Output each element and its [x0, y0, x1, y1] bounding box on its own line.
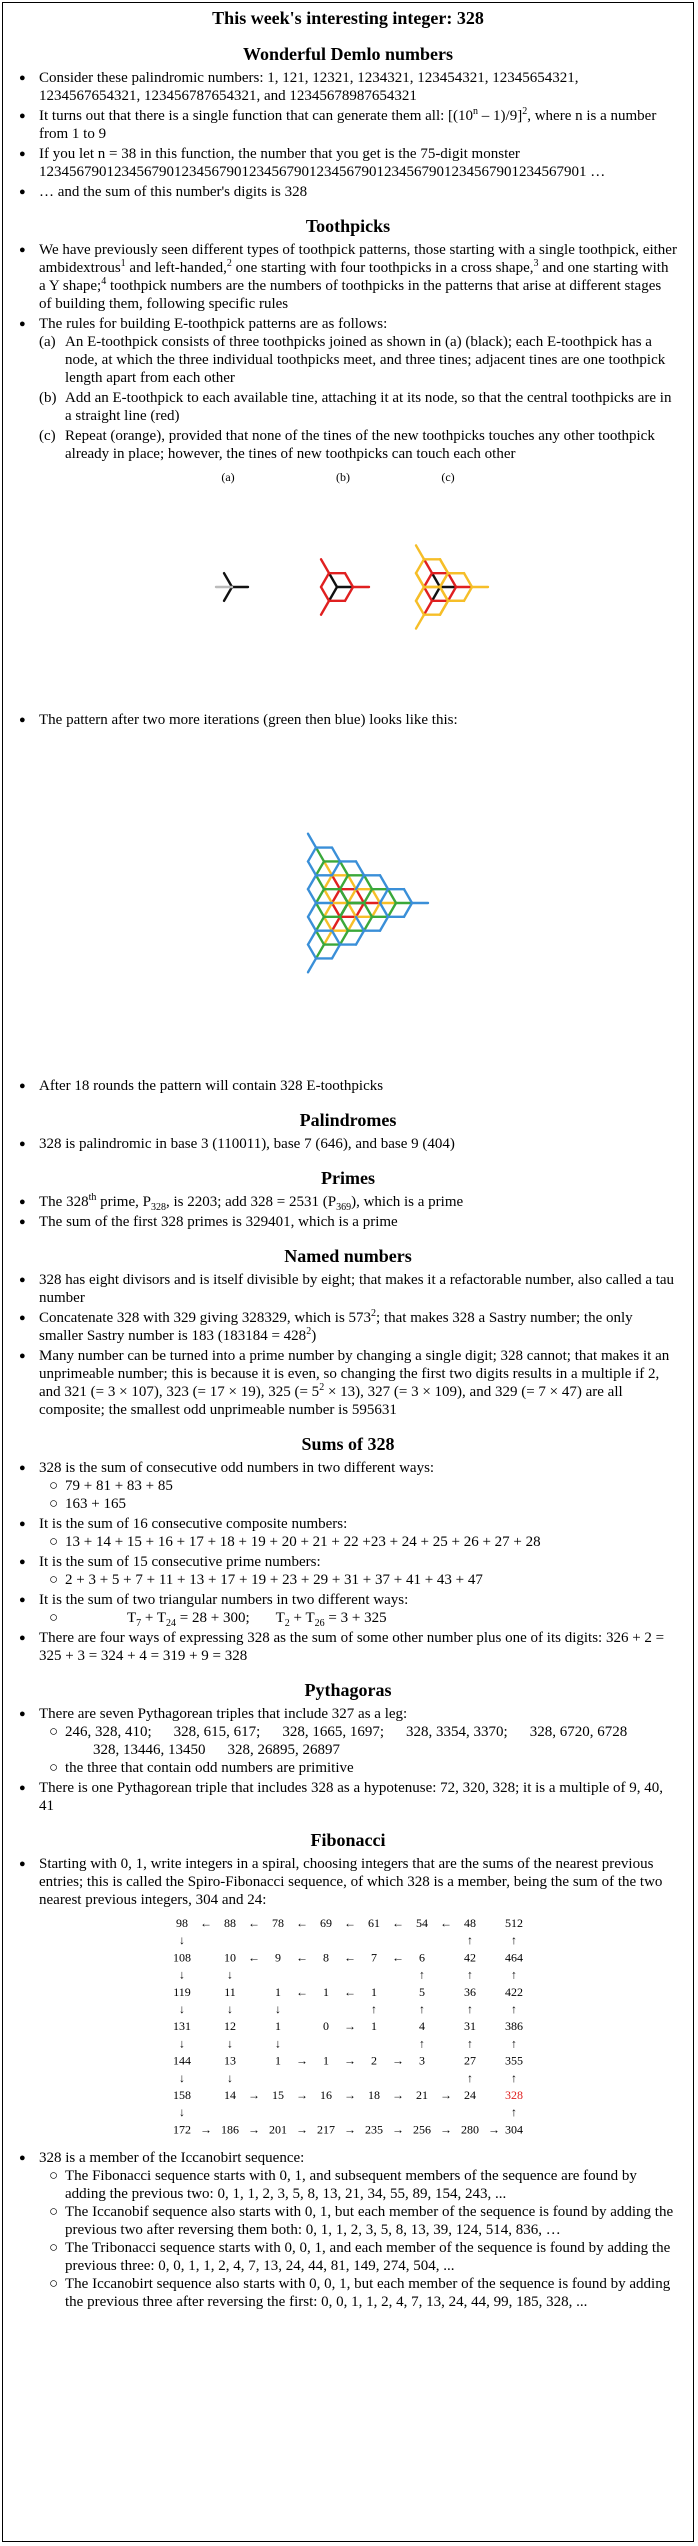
e-toothpick-segment [332, 861, 340, 875]
toothpicks-item: ● We have previously seen different types of toothpick patterns, those starting with a single toothpick, either ambidextrous$^1$ and left-handed,$^2$ one starting with four toothpicks in a cross shape,$^3$ and one starting with a Y shape;$^4$ toothpick numbers are the numbers of toothpicks in the patterns that arise at different stages of building them, following specific rules [19, 241, 677, 313]
e-toothpick-segment [404, 889, 412, 903]
e-toothpick-segment [356, 889, 364, 903]
e-toothpick-segment [348, 903, 356, 917]
spiral-cell: → [344, 2088, 356, 2102]
spiral-cell: ↓ [179, 1933, 185, 1948]
e-toothpick-segment [324, 875, 332, 889]
spiral-cell: 1 [275, 2019, 281, 2034]
sequence-note: ○ The Tribonacci sequence starts with 0, 0, 1, and each member of the sequence is found by adding the previous three: 0, 0, 1, 1, 2, 4, 7, 13, 24, 44, 81, 149, 274, 504, ... [49, 2239, 677, 2275]
spiral-cell: 119 [173, 1984, 191, 1999]
e-toothpick-segment [321, 601, 329, 615]
e-toothpick-segment [380, 889, 388, 903]
e-toothpick-segment [316, 889, 324, 903]
spiral-cell: 24 [464, 2088, 476, 2102]
spiral-cell: 13 [224, 2053, 236, 2068]
e-toothpick-segment [364, 917, 372, 931]
e-toothpick-segment [404, 903, 412, 917]
e-toothpick-segment [356, 875, 364, 889]
spiral-cell: ↑ [467, 1933, 473, 1948]
e-toothpick-segment [308, 848, 316, 862]
e-toothpick-segment [340, 889, 348, 903]
pythagoras-heading: Pythagoras [304, 1680, 392, 1700]
e-toothpick-segment [380, 875, 388, 889]
e-toothpick-segment [464, 587, 472, 601]
spiral-cell: ← [440, 1916, 452, 1930]
spiral-cell: 186 [221, 2122, 239, 2137]
spiral-cell: ← [344, 1950, 356, 1965]
spiral-cell: 280 [461, 2122, 479, 2137]
e-toothpick-segment [364, 889, 372, 903]
spiral-cell: 98 [176, 1916, 188, 1930]
spiral-cell: ↓ [227, 2036, 233, 2051]
demlo-item: ● If you let n = 38 in this function, the number that you get is the 75-digit monster 1234567901234567901234567901234567901234567901234567901234567901234567901 … [19, 145, 677, 181]
spiral-cell: → [248, 2122, 260, 2137]
e-toothpick-segment [316, 917, 324, 931]
rule-item: (b) Add an E-toothpick to each available tine, attaching it at its node, so that the central toothpicks are in a straight line (red) [39, 390, 672, 424]
e-toothpick-segment [424, 559, 432, 573]
e-toothpick-segment [424, 587, 432, 601]
e-toothpick-segment [432, 573, 440, 587]
spiral-cell: ↑ [467, 2070, 473, 2085]
e-toothpick-segment [332, 903, 340, 917]
spiral-cell: 304 [505, 2122, 523, 2137]
e-toothpick-segment [372, 889, 380, 903]
spiral-cell: ↑ [419, 2002, 425, 2016]
e-toothpick-segment [340, 875, 348, 889]
primes-heading: Primes [321, 1168, 375, 1188]
demlo-heading: Wonderful Demlo numbers [242, 44, 453, 64]
e-toothpick-segment [224, 573, 232, 587]
demlo-item: ● It turns out that there is a single function that can generate them all: [(10$^n$ – 1)/9]$^2$, where n is a number from 1 to 9 [19, 107, 677, 143]
spiral-cell: 15 [272, 2088, 284, 2102]
e-toothpick-segment [340, 931, 348, 945]
e-toothpick-segment [348, 875, 356, 889]
named-item: ● Concatenate 328 with 329 giving 328329, which is $573^2$; that makes 328 a Sastry number; the only smaller Sastry number is 183 $(183184 = 428^2)$ [19, 1309, 677, 1345]
spiral-cell: ↑ [467, 2002, 473, 2016]
e-toothpick-segment [321, 573, 329, 587]
e-toothpick-segment [416, 587, 424, 601]
triple: 328, 26895, 26897 [227, 1742, 340, 1758]
document-page [2, 2, 694, 2542]
spiral-cell: 386 [505, 2019, 523, 2034]
spiral-cell: ↑ [419, 1967, 425, 1982]
e-toothpick-segment [329, 573, 337, 587]
spiral-cell: ↓ [179, 2105, 185, 2120]
e-toothpick-segment [316, 931, 324, 945]
e-toothpick-segment [332, 875, 340, 889]
e-toothpick-segment [348, 889, 356, 903]
spiral-cell: → [200, 2122, 212, 2137]
sum-line: ○ 163 + 165 [49, 1495, 677, 1513]
e-toothpick-segment [308, 945, 316, 959]
spiral-cell: 144 [173, 2053, 191, 2068]
e-toothpick-segment [416, 615, 424, 629]
palindromes-heading: Palindromes [299, 1110, 397, 1130]
spiral-cell: ← [344, 1984, 356, 1999]
spiral-cell: → [392, 2088, 404, 2102]
toothpicks-heading: Toothpicks [305, 216, 391, 236]
spiral-cell: 78 [272, 1916, 284, 1930]
spiral-cell: → [248, 2088, 260, 2102]
spiral-cell: 5 [419, 1984, 425, 1999]
fibonacci-heading: Fibonacci [310, 1830, 386, 1850]
spiral-cell: → [344, 2053, 356, 2068]
spiral-cell: 131 [173, 2019, 191, 2034]
spiral-cell: 235 [365, 2122, 383, 2137]
sums-item: ● It is the sum of 15 consecutive prime numbers: ○ 2 + 3 + 5 + 7 + 11 + 13 + 17 + 19 + 23 + 29 + 31 + 37 + 41 + 43 + 47 [19, 1553, 677, 1589]
pythagoras-item: ● There is one Pythagorean triple that includes 328 as a hypotenuse: 72, 320, 328; it is a multiple of 9, 40, 41 [19, 1779, 677, 1815]
e-toothpick-segment [308, 931, 316, 945]
spiral-cell: 201 [269, 2122, 287, 2137]
spiral-cell: → [296, 2122, 308, 2137]
e-toothpick-segment [356, 917, 364, 931]
spiral-cell: 217 [317, 2122, 335, 2137]
e-toothpick-segment [464, 573, 472, 587]
e-toothpick-segment [308, 875, 316, 889]
spiral-cell: ← [296, 1984, 308, 1999]
triple: 328, 6720, 6728 [529, 1724, 628, 1740]
toothpicks-item: ● The pattern after two more iterations (green then blue) looks like this: [19, 711, 677, 729]
e-toothpick-segment [308, 903, 316, 917]
figure-label: (b) [336, 470, 350, 484]
spiral-cell: 88 [224, 1916, 236, 1930]
spiral-cell: 1 [275, 1984, 281, 1999]
sums-item: ● It is the sum of 16 consecutive composite numbers: ○ 13 + 14 + 15 + 16 + 17 + 18 + 19 + 20 + 21 + 22 +23 + 24 + 25 + 26 + 27 + 28 [19, 1515, 677, 1551]
sums-item: ● It is the sum of two triangular numbers in two different ways: ○ $T_7 + T_{24} = 28 + 300$; $T_2 + T_{26} = 3 + 325$ [19, 1591, 677, 1627]
e-toothpick-segment [345, 573, 353, 587]
spiral-cell: 42 [464, 1950, 476, 1965]
spiral-cell: 1 [323, 1984, 329, 1999]
named-heading: Named numbers [284, 1246, 412, 1266]
e-toothpick-segment [316, 903, 324, 917]
e-toothpick-segment [224, 587, 232, 601]
e-toothpick-segment [372, 903, 380, 917]
e-toothpick-segment [388, 889, 396, 903]
spiral-cell: 1 [371, 2019, 377, 2034]
e-toothpick-segment [448, 573, 456, 587]
rule-item: (c) Repeat (orange), provided that none of the tines of the new toothpicks touches any other toothpick already in place; however, the tines of new toothpicks can touch each other [39, 428, 655, 462]
e-toothpick-segment [440, 573, 448, 587]
spiro-fibonacci-spiral [168, 1913, 528, 2145]
e-toothpick-segment [416, 545, 424, 559]
spiral-cell: → [392, 2053, 404, 2068]
spiral-cell: 14 [224, 2088, 236, 2102]
spiral-cell: ↑ [467, 2036, 473, 2051]
spiral-cell: 61 [368, 1916, 380, 1930]
spiral-cell: → [392, 2122, 404, 2137]
sum-line: ○ 2 + 3 + 5 + 7 + 11 + 13 + 17 + 19 + 23 + 29 + 31 + 37 + 41 + 43 + 47 [49, 1571, 677, 1589]
page-title: This week's interesting integer: 328 [212, 8, 484, 28]
primes-item: ● The sum of the first 328 primes is 329401, which is a prime [19, 1213, 677, 1231]
e-toothpick-segment [380, 917, 388, 931]
sequence-note: ○ The Iccanobirt sequence also starts with 0, 0, 1, but each member of the sequence is found by adding the previous three after reversing the first: 0, 0, 1, 1, 2, 4, 7, 13, 24, 44, 99, 185, 328, ... [49, 2275, 677, 2311]
spiral-cell: 18 [368, 2088, 380, 2102]
spiral-cell: 2 [371, 2053, 377, 2068]
sum-line: ○ 13 + 14 + 15 + 16 + 17 + 18 + 19 + 20 + 21 + 22 +23 + 24 + 25 + 26 + 27 + 28 [49, 1533, 677, 1551]
toothpicks-item: ● The rules for building E-toothpick patterns are as follows: (a) An E-toothpick consists of three toothpicks joined as shown in (a) (black); each E-toothpick has a node, at which the three individual toothpicks meet, and three tines; adjacent tines are one toothpick length apart from each other (b) Add an E-toothpick to each available tine, attaching it at its node, so that the central toothpicks are in a straight line (red) (c) Repeat (orange), provided that none of the tines of the new toothpicks touches any other toothpick already in place; however, the tines of new toothpicks can touch each other [19, 315, 677, 463]
pythagoras-item: ● There are seven Pythagorean triples that include 327 as a leg: ○ 246, 328, 410; 328, 615, 617; 328, 1665, 1697; 328, 3354, 3370; 328, 6720, 6728 328, 13446, 13450 328, 26895, 26897 ○ the three that contain odd numbers are primitive [19, 1705, 677, 1777]
e-toothpick-segment [316, 875, 324, 889]
spiral-cell: ↑ [467, 1967, 473, 1982]
spiral-cell: ← [392, 1916, 404, 1930]
spiral-cell: → [440, 2088, 452, 2102]
named-item: ● Many number can be turned into a prime number by changing a single digit; 328 cannot; that makes it an unprimeable number; this is because it is even, so changing the first two digits results in a multiple if 2, and 321 (= 3 × 107), 323 (= 17 × 19), 325 (= $5^2 \times 13$), 327 (= 3 × 109), and 329 (= 7 × 47) are all composite; the smallest odd unprimeable number is 595631 [19, 1347, 677, 1419]
spiral-cell: 256 [413, 2122, 431, 2137]
e-toothpick-segment [440, 601, 448, 615]
etoothpick-pattern-figure [198, 733, 498, 1073]
spiral-cell: ← [248, 1950, 260, 1965]
monster-number: 1234567901234567901234567901234567901234567901234567901234567901234567901 … [39, 164, 606, 180]
fibonacci-item: ● Starting with 0, 1, write integers in a spiral, choosing integers that are the sums of the nearest previous entries; this is called the Spiro-Fibonacci sequence, of which 328 is a member, being the sum of the two nearest previous integers, 304 and 24: [19, 1855, 677, 1909]
spiral-cell: ↑ [371, 2002, 377, 2016]
spiral-cell: → [440, 2122, 452, 2137]
spiral-cell: 1 [275, 2053, 281, 2068]
demlo-item: ● Consider these palindromic numbers: 1, 121, 12321, 1234321, 123454321, 12345654321, 1234567654321, 123456787654321, and 12345678987654321 [19, 69, 677, 105]
triple: 328, 13446, 13450 [93, 1742, 206, 1758]
triples-list [49, 1723, 677, 1759]
spiral-cell: 16 [320, 2088, 332, 2102]
e-toothpick-segment [308, 861, 316, 875]
spiral-value-328: 328 [505, 2088, 523, 2102]
spiral-cell: 69 [320, 1916, 332, 1930]
e-toothpick-segment [356, 931, 364, 945]
spiral-cell: ↓ [179, 2002, 185, 2016]
etoothpick-rules-figure [158, 467, 538, 707]
e-toothpick-segment [340, 861, 348, 875]
spiral-cell: ← [296, 1916, 308, 1930]
spiral-cell: 464 [505, 1950, 523, 1965]
sequence-note: ○ The Iccanobif sequence also starts with 0, 1, but each member of the sequence is found by adding the previous two after reversing them both: 0, 1, 1, 2, 3, 5, 8, 13, 39, 124, 514, 836, … [49, 2203, 677, 2239]
spiral-cell: ← [296, 1950, 308, 1965]
e-toothpick-segment [356, 861, 364, 875]
spiral-cell: 1 [371, 1984, 377, 1999]
e-toothpick-segment [332, 917, 340, 931]
e-toothpick-segment [424, 601, 432, 615]
spiral-cell: 10 [224, 1950, 236, 1965]
e-toothpick-segment [308, 834, 316, 848]
e-toothpick-segment [416, 601, 424, 615]
spiral-cell: → [296, 2053, 308, 2068]
e-toothpick-segment [364, 903, 372, 917]
spiral-cell: ↓ [179, 1967, 185, 1982]
e-toothpick-segment [356, 903, 364, 917]
palindromes-item: ● 328 is palindromic in base 3 (110011), base 7 (646), and base 9 (404) [19, 1135, 677, 1153]
triple: 328, 1665, 1697; [282, 1724, 385, 1740]
e-toothpick-segment [324, 931, 332, 945]
e-toothpick-segment [321, 587, 329, 601]
e-toothpick-segment [448, 587, 456, 601]
sums-item: ● There are four ways of expressing 328 as the sum of some other number plus one of its digits: 326 + 2 = 325 + 3 = 324 + 4 = 319 + 9 = 328 [19, 1629, 677, 1665]
e-toothpick-segment [340, 917, 348, 931]
spiral-cell: 9 [275, 1950, 281, 1965]
e-toothpick-segment [308, 889, 316, 903]
spiral-cell: 54 [416, 1916, 428, 1930]
triple: ○ 246, 328, 410; [65, 1724, 152, 1740]
spiral-cell: ↑ [511, 2036, 517, 2051]
named-item: ● 328 has eight divisors and is itself divisible by eight; that makes it a refactorable number, also called a tau number [19, 1271, 677, 1307]
figure-label: (a) [221, 470, 235, 484]
spiral-cell: 48 [464, 1916, 476, 1930]
sum-line: ○ 79 + 81 + 83 + 85 [49, 1477, 677, 1495]
toothpicks-list [19, 241, 677, 463]
e-toothpick-segment [340, 903, 348, 917]
e-toothpick-segment [345, 587, 353, 601]
sums-item: ● 328 is the sum of consecutive odd numbers in two different ways: ○ 79 + 81 + 83 + 85 ○ 163 + 165 [19, 1459, 677, 1513]
spiral-cell: 6 [419, 1950, 425, 1965]
spiral-cell: ↓ [179, 2036, 185, 2051]
spiral-cell: ↑ [511, 1967, 517, 1982]
e-toothpick-segment [308, 958, 316, 972]
e-toothpick-segment [332, 889, 340, 903]
spiral-cell: ↓ [275, 2002, 281, 2016]
spiral-cell: ↑ [511, 1933, 517, 1948]
rule-item: (a) An E-toothpick consists of three toothpicks joined as shown in (a) (black); each E-toothpick has a node, at which the three individual toothpicks meet, and three tines; adjacent tines are one toothpick length apart from each other [39, 334, 666, 386]
spiral-cell: ↓ [227, 2002, 233, 2016]
triples-note: ○ the three that contain odd numbers are primitive [49, 1759, 677, 1777]
spiral-cell: 158 [173, 2088, 191, 2102]
figure-label: (c) [441, 470, 455, 484]
demlo-item: ● … and the sum of this number's digits is 328 [19, 183, 677, 201]
spiral-cell: ← [248, 1916, 260, 1930]
spiral-cell: → [488, 2122, 500, 2137]
rules-list [39, 333, 677, 463]
e-toothpick-segment [332, 848, 340, 862]
toothpicks-item: ● After 18 rounds the pattern will contain 328 E-toothpicks [19, 1077, 677, 1095]
e-toothpick-segment [316, 861, 324, 875]
spiral-cell: 36 [464, 1984, 476, 1999]
e-toothpick-segment [416, 573, 424, 587]
sequence-note: ○ The Fibonacci sequence starts with 0, 1, and subsequent members of the sequence are found by adding the previous two: 0, 1, 1, 2, 3, 5, 8, 13, 21, 34, 55, 89, 154, 243, ... [49, 2167, 677, 2203]
spiral-cell: 512 [505, 1916, 523, 1930]
e-toothpick-segment [440, 559, 448, 573]
spiral-cell: ↓ [227, 1967, 233, 1982]
spiral-cell: 4 [419, 2019, 425, 2034]
spiral-cell: ↓ [275, 2036, 281, 2051]
e-toothpick-segment [348, 917, 356, 931]
e-toothpick-segment [380, 903, 388, 917]
spiral-cell: 11 [224, 1984, 236, 1999]
spiral-cell: → [344, 2019, 356, 2034]
e-toothpick-segment [308, 917, 316, 931]
spiral-cell: → [296, 2088, 308, 2102]
spiral-cell: 355 [505, 2053, 523, 2068]
e-toothpick-segment [329, 587, 337, 601]
spiral-cell: 422 [505, 1984, 523, 1999]
e-toothpick-segment [321, 559, 329, 573]
e-toothpick-segment [316, 848, 324, 862]
e-toothpick-segment [388, 903, 396, 917]
e-toothpick-segment [324, 917, 332, 931]
spiral-cell: 172 [173, 2122, 191, 2137]
spiral-cell: 21 [416, 2088, 428, 2102]
spiral-cell: ↑ [511, 2105, 517, 2120]
e-toothpick-segment [440, 587, 448, 601]
spiral-cell: ↓ [227, 2070, 233, 2085]
e-toothpick-segment [332, 945, 340, 959]
spiral-cell: 0 [323, 2019, 329, 2034]
spiral-cell: ← [344, 1916, 356, 1930]
spiral-cell: ↑ [511, 2002, 517, 2016]
triple: 328, 615, 617; [173, 1724, 261, 1740]
spiral-cell: 1 [323, 2053, 329, 2068]
spiral-cell: ← [392, 1950, 404, 1965]
e-toothpick-segment [332, 931, 340, 945]
sums-heading: Sums of 328 [301, 1434, 395, 1454]
spiral-cell: 12 [224, 2019, 236, 2034]
spiral-cell: ↓ [179, 2070, 185, 2085]
spiral-cell: 108 [173, 1950, 191, 1965]
e-toothpick-segment [364, 875, 372, 889]
e-toothpick-segment [416, 559, 424, 573]
spiral-cell: 31 [464, 2019, 476, 2034]
e-toothpick-segment [424, 573, 432, 587]
spiral-cell: 27 [464, 2053, 476, 2068]
spiral-cell: ↑ [419, 2036, 425, 2051]
e-toothpick-segment [324, 861, 332, 875]
triple: 328, 3354, 3370; [406, 1724, 508, 1740]
spiral-cell: ← [200, 1916, 212, 1930]
spiral-cell: 8 [323, 1950, 329, 1965]
spiral-cell: 7 [371, 1950, 377, 1965]
e-toothpick-segment [316, 945, 324, 959]
e-toothpick-segment [432, 587, 440, 601]
primes-item: ● The 328th prime, $P_{328}$, is 2203; add 328 = 2531 $(P_{369})$, which is a prime [19, 1193, 677, 1211]
spiral-cell: 3 [419, 2053, 425, 2068]
e-toothpick-segment [324, 903, 332, 917]
e-toothpick-segment [324, 889, 332, 903]
fibonacci-item: ● 328 is a member of the Iccanobirt sequence: ○ The Fibonacci sequence starts with 0, 1, and subsequent members of the sequence are found by adding the previous two: 0, 1, 1, 2, 3, 5, 8, 13, 21, 34, 55, 89, 154, 243, ... ○ The Iccanobif sequence also starts with 0, 1, but each member of the sequence is found by adding the previous two after reversing them both: 0, 1, 1, 2, 3, 5, 8, 13, 39, 124, 514, 836, … ○ The Tribonacci sequence starts with 0, 0, 1, and each member of the sequence is found by adding the previous three: 0, 0, 1, 1, 2, 4, 7, 13, 24, 44, 81, 149, 274, 504, ... ○ The Iccanobirt sequence also starts with 0, 0, 1, but each member of the sequence is found by adding the previous three after reversing the first: 0, 0, 1, 1, 2, 4, 7, 13, 24, 44, 99, 185, 328, ... [19, 2149, 677, 2311]
spiral-cell: ↑ [511, 2070, 517, 2085]
demlo-list [19, 69, 677, 201]
spiral-cell: → [344, 2122, 356, 2137]
sum-line: ○ $T_7 + T_{24} = 28 + 300$; $T_2 + T_{26} = 3 + 325$ [49, 1609, 677, 1627]
